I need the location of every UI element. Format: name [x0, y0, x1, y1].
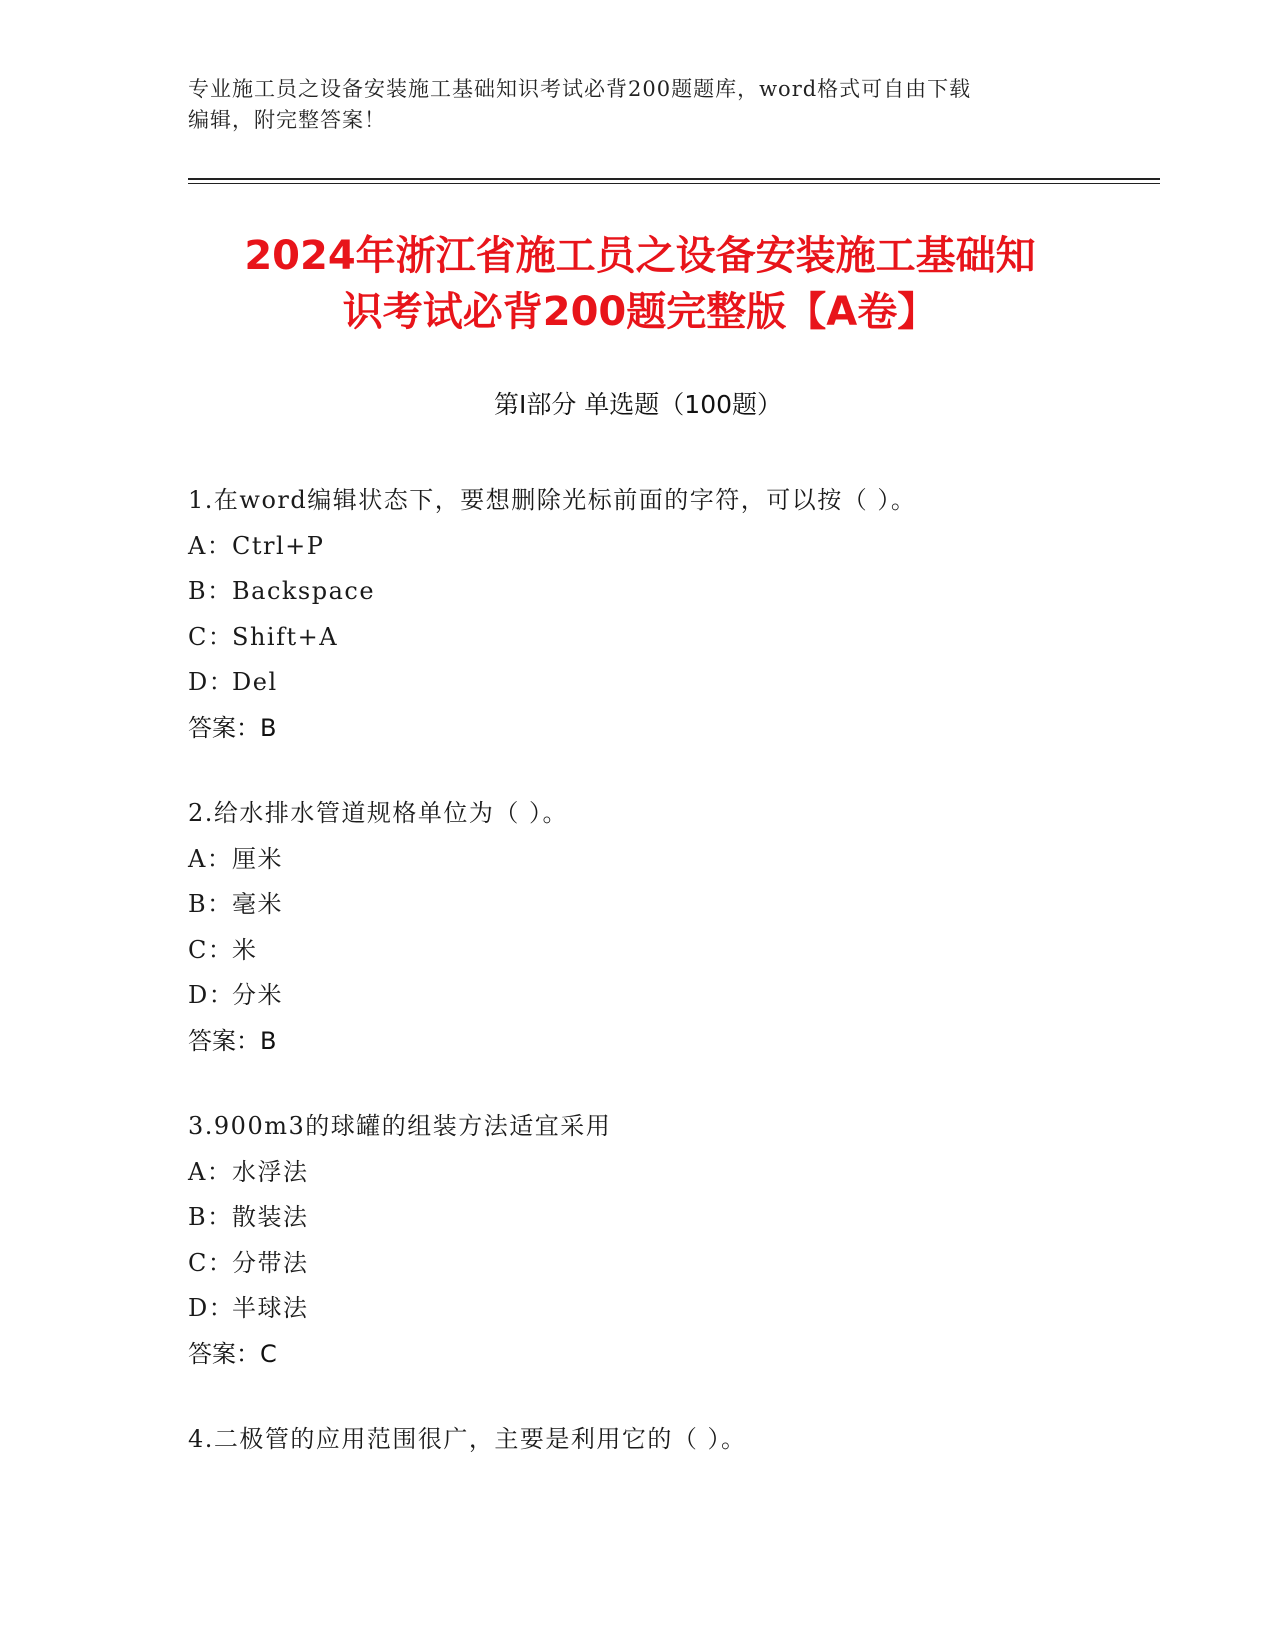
- option-key: D：: [188, 668, 235, 696]
- header-note-line-1: 专业施工员之设备安装施工基础知识考试必背200题题库，word格式可自由下载: [188, 77, 972, 101]
- option-key: D：: [188, 1294, 235, 1322]
- option-c: [188, 1241, 1160, 1287]
- option-c: [188, 928, 1160, 974]
- option-text: Ctrl+P: [232, 531, 325, 560]
- title-line-1: 2024年浙江省施工员之设备安装施工基础知: [244, 233, 1036, 279]
- option-a: [188, 837, 1160, 883]
- option-b: [188, 882, 1160, 928]
- option-key: B：: [188, 577, 233, 605]
- question-stem: 4.二极管的应用范围很广，主要是利用它的（ ）。: [188, 1425, 747, 1453]
- question-stem: 2.给水排水管道规格单位为（ ）。: [188, 799, 569, 827]
- option-b: [188, 1195, 1160, 1241]
- option-d: [188, 1286, 1160, 1332]
- option-key: B：: [188, 890, 233, 918]
- question-list: [188, 478, 1160, 1503]
- header-note-line-2: 编辑，附完整答案！: [188, 108, 386, 132]
- option-text: Del: [232, 668, 278, 696]
- option-text: 散装法: [232, 1203, 309, 1231]
- option-text: Shift+A: [232, 622, 339, 651]
- option-c: [188, 615, 1160, 661]
- question-3: [188, 1104, 1160, 1377]
- header-rule-thin: [188, 183, 1160, 184]
- question-2: [188, 791, 1160, 1064]
- option-text: 半球法: [232, 1294, 309, 1322]
- answer-line: 答案：B: [188, 713, 277, 742]
- option-a: [188, 524, 1160, 570]
- question-stem: 3.900m3的球罐的组装方法适宜采用: [188, 1112, 612, 1140]
- question-1: [188, 478, 1160, 751]
- header-note: [188, 74, 1088, 136]
- option-key: A：: [188, 844, 233, 873]
- header-rule-thick: [188, 178, 1160, 180]
- title-line-2: 识考试必背200题完整版【A卷】: [342, 289, 938, 335]
- option-key: A：: [188, 1157, 233, 1186]
- document-title: [160, 228, 1120, 340]
- option-text: 米: [232, 935, 258, 964]
- option-text: 毫米: [232, 890, 283, 918]
- answer-line: 答案：B: [188, 1026, 277, 1055]
- section-title: 第Ⅰ部分 单选题（100题）: [493, 390, 783, 419]
- option-key: B：: [188, 1203, 233, 1231]
- option-key: A：: [188, 531, 233, 560]
- option-text: Backspace: [232, 577, 376, 605]
- option-text: 分米: [232, 981, 283, 1009]
- option-key: C：: [188, 622, 234, 651]
- option-d: [188, 660, 1160, 706]
- option-key: C：: [188, 1248, 234, 1277]
- option-text: 分带法: [232, 1248, 309, 1277]
- answer-line: 答案：C: [188, 1339, 277, 1368]
- option-b: [188, 569, 1160, 615]
- option-text: 水浮法: [232, 1157, 309, 1186]
- option-key: D：: [188, 981, 235, 1009]
- question-4: [188, 1417, 1160, 1463]
- option-key: C：: [188, 935, 234, 964]
- option-d: [188, 973, 1160, 1019]
- option-text: 厘米: [232, 844, 283, 873]
- question-stem: 1.在word编辑状态下，要想删除光标前面的字符，可以按（ ）。: [188, 486, 917, 514]
- option-a: [188, 1150, 1160, 1196]
